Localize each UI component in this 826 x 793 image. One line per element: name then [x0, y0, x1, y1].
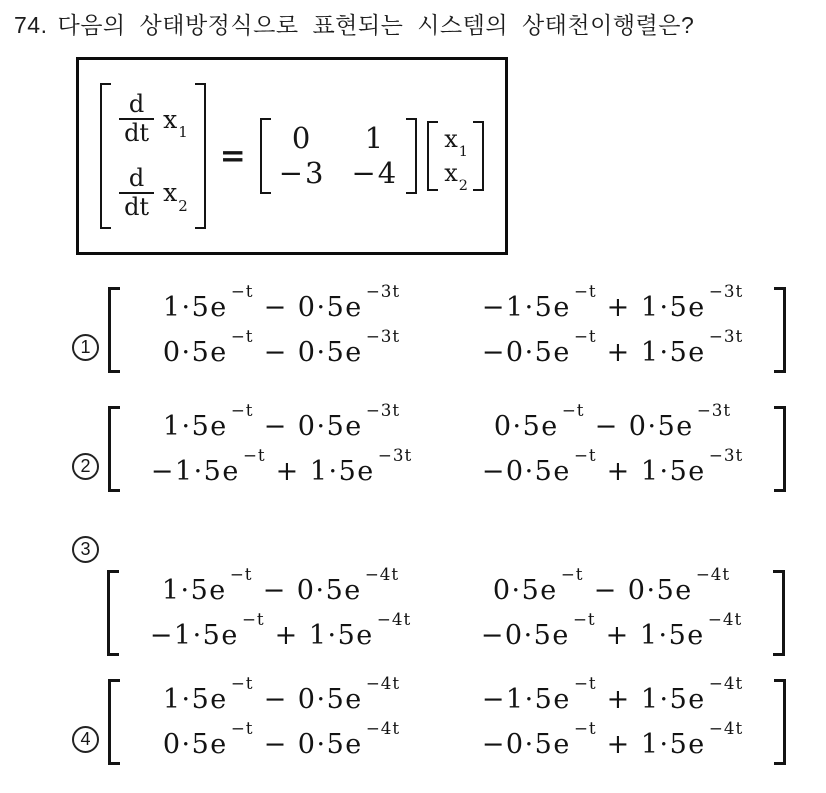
matrix-cell: $-1\cdot 5e^{-t} + 1\cdot 5e^{-4t}$	[481, 672, 744, 715]
choice-4-matrix	[108, 672, 786, 765]
derivative-row-1	[119, 91, 187, 147]
system-matrix	[260, 118, 418, 195]
left-bracket	[100, 83, 111, 229]
right-bracket	[473, 121, 484, 192]
matrix-cell: $0\cdot 5e^{-t} - 0\cdot 5e^{-3t}$	[493, 399, 732, 442]
right-bracket	[774, 287, 786, 373]
matrix-entry: 1	[364, 120, 386, 155]
d-dt-fraction: $\frac{d}{dt}$	[119, 91, 154, 147]
choice-4	[72, 672, 786, 765]
left-bracket	[108, 406, 120, 492]
matrix-cell: $0\cdot 5e^{-t} - 0\cdot 5e^{-4t}$	[492, 563, 731, 606]
matrix-cell: $-0\cdot 5e^{-t} + 1\cdot 5e^{-4t}$	[480, 608, 743, 651]
matrix-entry: 0	[291, 120, 313, 155]
choice-2	[72, 399, 786, 492]
matrix-cell: $-1\cdot 5e^{-t} + 1\cdot 5e^{-3t}$	[481, 280, 744, 323]
choice-1-label: 1	[72, 334, 99, 361]
matrix-cell: $-0\cdot 5e^{-t} + 1\cdot 5e^{-4t}$	[481, 717, 744, 760]
right-bracket	[773, 570, 785, 656]
question-number: 74.	[14, 12, 48, 38]
derivative-row-2	[119, 165, 187, 221]
matrix-cell: $-0\cdot 5e^{-t} + 1\cdot 5e^{-3t}$	[481, 325, 744, 368]
matrix-cell: $-1\cdot 5e^{-t} + 1\cdot 5e^{-3t}$	[150, 444, 413, 487]
question-text: 다음의 상태방정식으로 표현되는 시스템의 상태천이행렬은?	[57, 12, 695, 38]
choice-3-label: 3	[72, 536, 99, 563]
state-x2: $x_2$	[444, 159, 468, 195]
choice-4-label: 4	[72, 726, 99, 753]
left-bracket	[108, 679, 120, 765]
matrix-cell: $0\cdot 5e^{-t} - 0\cdot 5e^{-4t}$	[162, 717, 401, 760]
state-x1: $x_1$	[163, 104, 188, 142]
right-bracket	[406, 118, 417, 195]
left-bracket	[427, 121, 438, 192]
state-vector	[427, 121, 484, 195]
matrix-cell: $-1\cdot 5e^{-t} + 1\cdot 5e^{-4t}$	[149, 608, 412, 651]
state-x1: $x_1$	[444, 124, 468, 160]
choice-2-label: 2	[72, 453, 99, 480]
right-bracket	[774, 406, 786, 492]
choice-1-matrix	[108, 280, 786, 373]
state-equation	[100, 83, 484, 229]
choice-2-matrix	[108, 399, 786, 492]
d-dt-fraction: $\frac{d}{dt}$	[119, 165, 154, 221]
matrix-entry: −4	[351, 156, 399, 190]
left-bracket	[107, 570, 119, 656]
equals-sign: =	[219, 138, 246, 174]
matrix-cell: $1\cdot 5e^{-t} - 0\cdot 5e^{-4t}$	[162, 672, 401, 715]
matrix-cell: $-0\cdot 5e^{-t} + 1\cdot 5e^{-3t}$	[481, 444, 744, 487]
state-x2: $x_2$	[163, 178, 188, 216]
choice-1	[72, 280, 786, 373]
matrix-cell: $0\cdot 5e^{-t} - 0\cdot 5e^{-3t}$	[162, 325, 401, 368]
matrix-cell: $1\cdot 5e^{-t} - 0\cdot 5e^{-3t}$	[162, 399, 401, 442]
state-equation-box	[76, 57, 508, 255]
question-line	[14, 7, 694, 40]
right-bracket	[195, 83, 206, 229]
matrix-entry: −3	[278, 156, 326, 190]
left-bracket	[260, 118, 271, 195]
matrix-cell: $1\cdot 5e^{-t} - 0\cdot 5e^{-3t}$	[162, 280, 401, 323]
matrix-cell: $1\cdot 5e^{-t} - 0\cdot 5e^{-4t}$	[161, 563, 400, 606]
derivative-vector	[100, 83, 206, 229]
right-bracket	[774, 679, 786, 765]
choice-3-matrix	[107, 563, 785, 656]
left-bracket	[108, 287, 120, 373]
